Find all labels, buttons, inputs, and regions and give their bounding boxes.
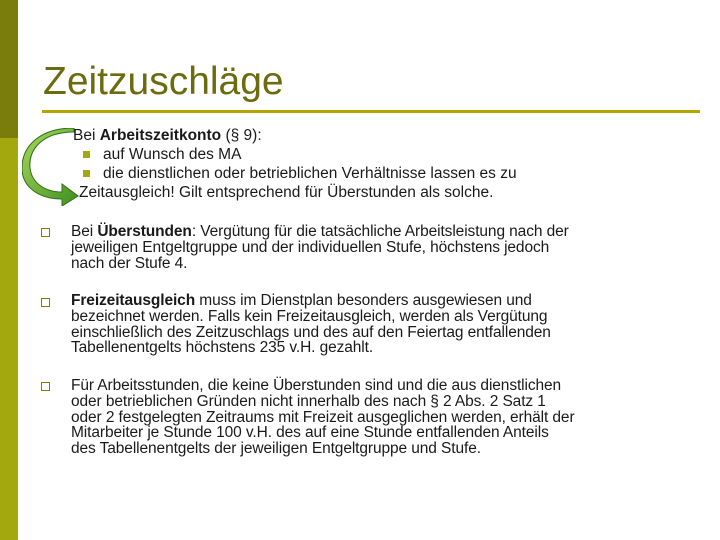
intro-bold-term: Arbeitszeitkonto (99, 127, 222, 144)
sub-item-text: die dienstlichen oder betrieblichen Verhältnisse lassen es zu (103, 165, 517, 182)
para-bold-term: Überstunden (97, 223, 192, 240)
para-line (71, 224, 681, 240)
title-underline (42, 110, 700, 113)
paragraph-arbeitsstunden (71, 378, 681, 457)
para-line: des Tabellenentgelts der jeweiligen Entgeltgruppe und Stufe. (71, 440, 481, 458)
para-line: nach der Stufe 4. (71, 254, 188, 272)
hollow-square-bullet-icon (41, 228, 50, 237)
para-line (71, 293, 681, 309)
intro-prefix: Bei (73, 127, 100, 144)
left-accent-bar-top (0, 0, 18, 138)
intro-line (73, 126, 693, 145)
sub-item-text: auf Wunsch des MA (103, 146, 242, 163)
para-line: Tabellenentgelts höchstens 235 v.H. gezahlt. (71, 339, 374, 357)
para-text: : Vergütung für die tatsächliche Arbeitsleistung nach der (191, 223, 569, 240)
para-line: oder 2 festgelegten Zeitraums mit Freizeit ausgeglichen werden, erhält der (71, 408, 575, 426)
para-line: bezeichnet werden. Falls kein Freizeitausgleich, werden als Vergütung (71, 307, 548, 325)
para-line: jeweiligen Entgeltgruppe und der individuellen Stufe, höchstens jedoch (71, 238, 550, 256)
intro-block (73, 126, 693, 202)
paragraph-ueberstunden (71, 224, 681, 271)
paragraph-freizeitausgleich (71, 293, 681, 356)
hollow-square-bullet-icon (41, 298, 50, 307)
sub-list-item (73, 164, 693, 183)
slide-title: Zeitzuschläge (43, 60, 284, 103)
para-line: oder betrieblichen Gründen nicht innerhalb des nach § 2 Abs. 2 Satz 1 (71, 392, 546, 410)
hollow-square-bullet-icon (41, 382, 50, 391)
square-bullet-icon (83, 151, 90, 158)
para-prefix: Bei (71, 223, 98, 240)
square-bullet-icon (83, 170, 90, 177)
para-line: Mitarbeiter je Stunde 100 v.H. des auf eine Stunde entfallenden Anteils (71, 424, 549, 442)
para-text: muss im Dienstplan besonders ausgewiesen und (195, 292, 532, 309)
para-line: Für Arbeitsstunden, die keine Überstunden sind und die aus dienstlichen (71, 377, 562, 394)
intro-continuation: Zeitausgleich! Gilt entsprechend für Überstunden als solche. (79, 184, 494, 201)
sub-list-item (73, 145, 693, 164)
intro-suffix: (§ 9): (221, 127, 262, 144)
para-line: einschließlich des Zeitzuschlags und des auf den Feiertag entfallenden (71, 323, 551, 341)
para-bold-term: Freizeitausgleich (71, 292, 196, 309)
